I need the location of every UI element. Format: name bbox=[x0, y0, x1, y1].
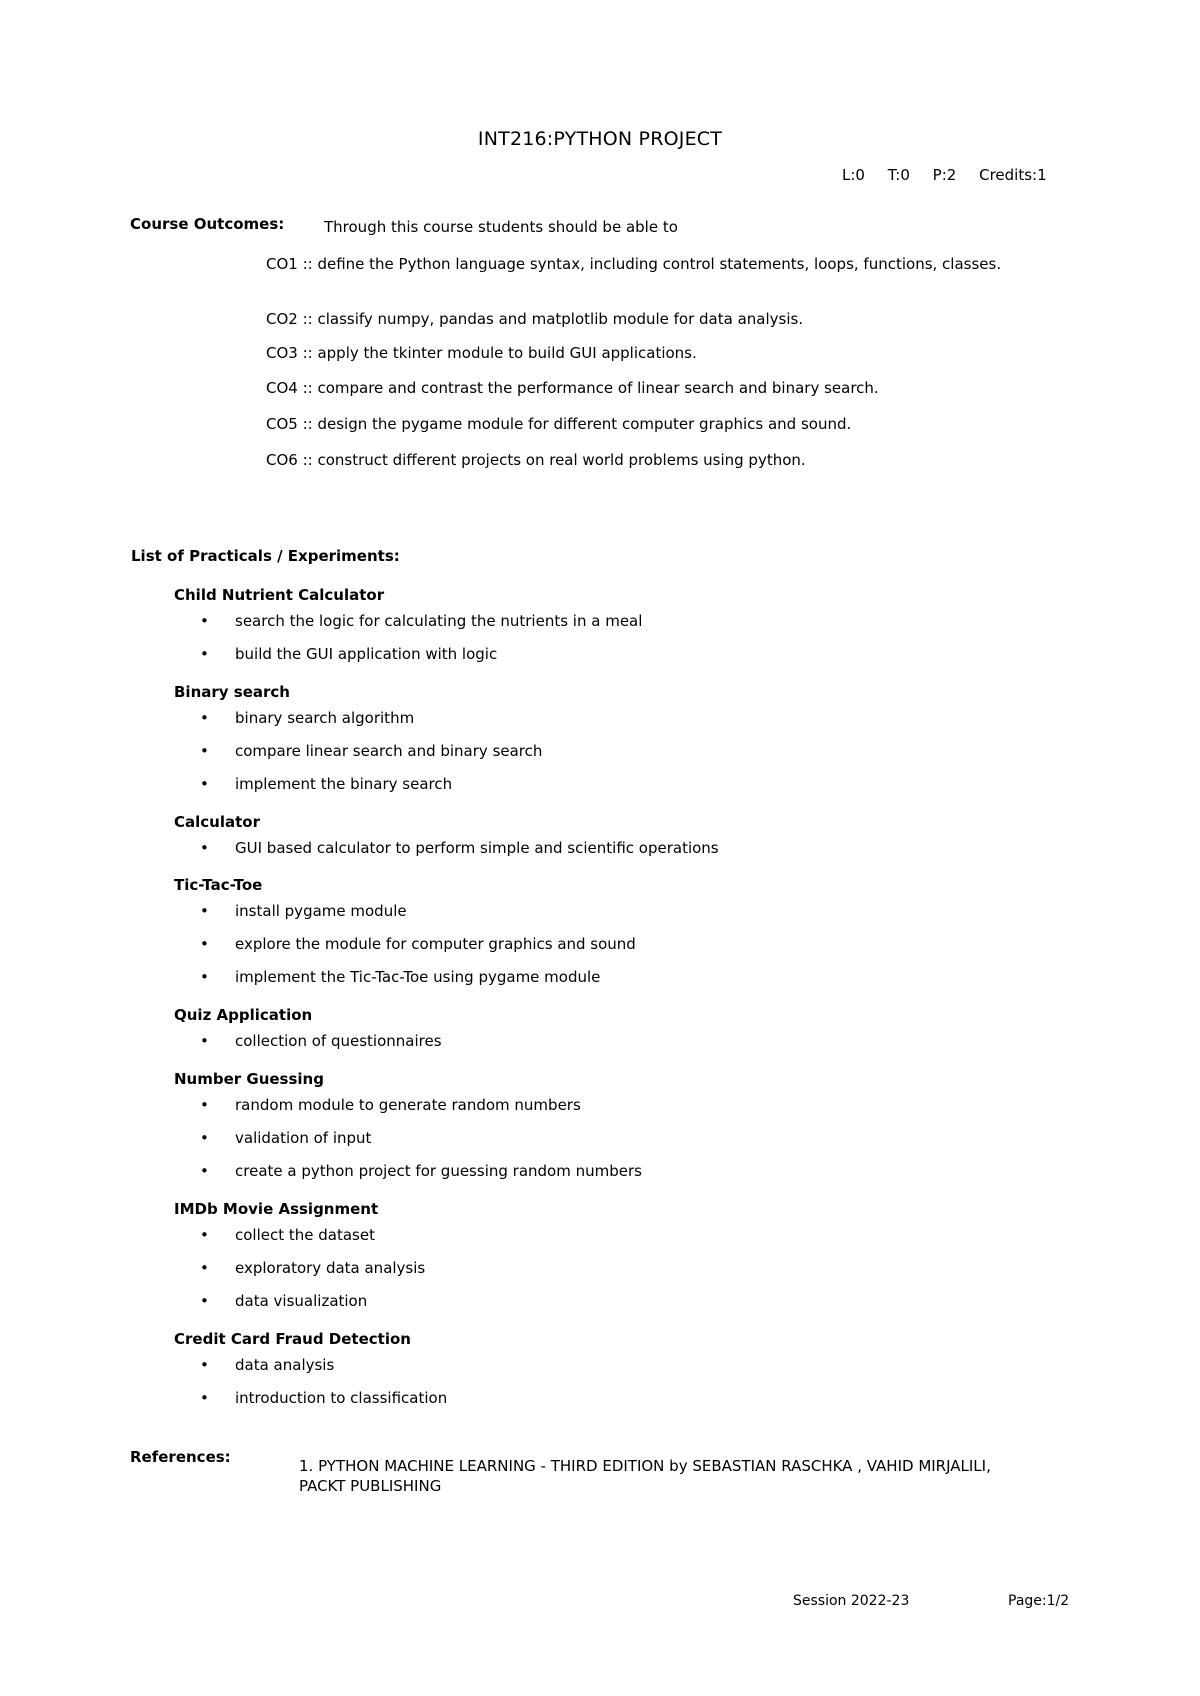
practical-title: Credit Card Fraud Detection bbox=[174, 1330, 411, 1348]
list-item: • install pygame module bbox=[200, 902, 407, 920]
list-item: • implement the binary search bbox=[200, 775, 453, 793]
practical-title: IMDb Movie Assignment bbox=[174, 1200, 379, 1218]
lecture-hours: L:0 bbox=[842, 166, 865, 184]
bullet-icon: • bbox=[200, 1226, 209, 1244]
bullet-icon: • bbox=[200, 839, 209, 857]
practical-title: Binary search bbox=[174, 683, 290, 701]
bullet-icon: • bbox=[200, 1162, 209, 1180]
bullet-icon: • bbox=[200, 1259, 209, 1277]
list-item: • data analysis bbox=[200, 1356, 335, 1374]
practical-title: Number Guessing bbox=[174, 1070, 324, 1088]
practical-hours: P:2 bbox=[932, 166, 957, 184]
practicals-heading: List of Practicals / Experiments: bbox=[131, 547, 400, 565]
list-item: • explore the module for computer graphics and sound bbox=[200, 935, 636, 953]
outcome-item: CO1 :: define the Python language syntax, including control statements, loops, functions, classes. bbox=[266, 255, 1002, 273]
list-item: • collect the dataset bbox=[200, 1226, 375, 1244]
bullet-icon: • bbox=[200, 935, 209, 953]
reference-item: 1. PYTHON MACHINE LEARNING - THIRD EDITION by SEBASTIAN RASCHKA , VAHID MIRJALILI, PACKT PUBLISHING bbox=[299, 1457, 991, 1495]
course-title: INT216:PYTHON PROJECT bbox=[477, 128, 723, 150]
bullet-icon: • bbox=[200, 742, 209, 760]
bullet-icon: • bbox=[200, 1129, 209, 1147]
list-item: • implement the Tic-Tac-Toe using pygame module bbox=[200, 968, 601, 986]
tutorial-hours: T:0 bbox=[887, 166, 910, 184]
list-item: • search the logic for calculating the nutrients in a meal bbox=[200, 612, 643, 630]
bullet-icon: • bbox=[200, 968, 209, 986]
list-item: • compare linear search and binary search bbox=[200, 742, 543, 760]
practical-title: Tic-Tac-Toe bbox=[174, 876, 263, 894]
page-number: Page:1/2 bbox=[1008, 1593, 1070, 1609]
credit-info bbox=[842, 166, 1063, 184]
session-info: Session 2022-23 bbox=[793, 1593, 910, 1609]
bullet-icon: • bbox=[200, 1389, 209, 1407]
course-outcomes-intro: Through this course students should be able to bbox=[324, 218, 678, 236]
list-item: • data visualization bbox=[200, 1292, 368, 1310]
list-item: • build the GUI application with logic bbox=[200, 645, 498, 663]
list-item: • binary search algorithm bbox=[200, 709, 415, 727]
course-outcomes-label: Course Outcomes: bbox=[130, 215, 285, 233]
outcome-item: CO6 :: construct different projects on real world problems using python. bbox=[266, 451, 806, 469]
list-item: • GUI based calculator to perform simple and scientific operations bbox=[200, 839, 719, 857]
practical-title: Child Nutrient Calculator bbox=[174, 586, 385, 604]
bullet-icon: • bbox=[200, 1292, 209, 1310]
list-item: • collection of questionnaires bbox=[200, 1032, 442, 1050]
outcome-item: CO4 :: compare and contrast the performance of linear search and binary search. bbox=[266, 379, 879, 397]
outcome-item: CO5 :: design the pygame module for different computer graphics and sound. bbox=[266, 415, 852, 433]
bullet-icon: • bbox=[200, 902, 209, 920]
references-label: References: bbox=[130, 1448, 231, 1466]
outcome-item: CO3 :: apply the tkinter module to build GUI applications. bbox=[266, 344, 697, 362]
bullet-icon: • bbox=[200, 645, 209, 663]
list-item: • validation of input bbox=[200, 1129, 372, 1147]
bullet-icon: • bbox=[200, 1356, 209, 1374]
list-item: • random module to generate random numbers bbox=[200, 1096, 581, 1114]
bullet-icon: • bbox=[200, 1032, 209, 1050]
outcome-item: CO2 :: classify numpy, pandas and matplotlib module for data analysis. bbox=[266, 310, 804, 328]
list-item: • create a python project for guessing random numbers bbox=[200, 1162, 642, 1180]
bullet-icon: • bbox=[200, 612, 209, 630]
bullet-icon: • bbox=[200, 1096, 209, 1114]
bullet-icon: • bbox=[200, 775, 209, 793]
practical-title: Quiz Application bbox=[174, 1006, 313, 1024]
practical-title: Calculator bbox=[174, 813, 260, 831]
credits: Credits:1 bbox=[979, 166, 1047, 184]
bullet-icon: • bbox=[200, 709, 209, 727]
list-item: • introduction to classification bbox=[200, 1389, 448, 1407]
list-item: • exploratory data analysis bbox=[200, 1259, 426, 1277]
